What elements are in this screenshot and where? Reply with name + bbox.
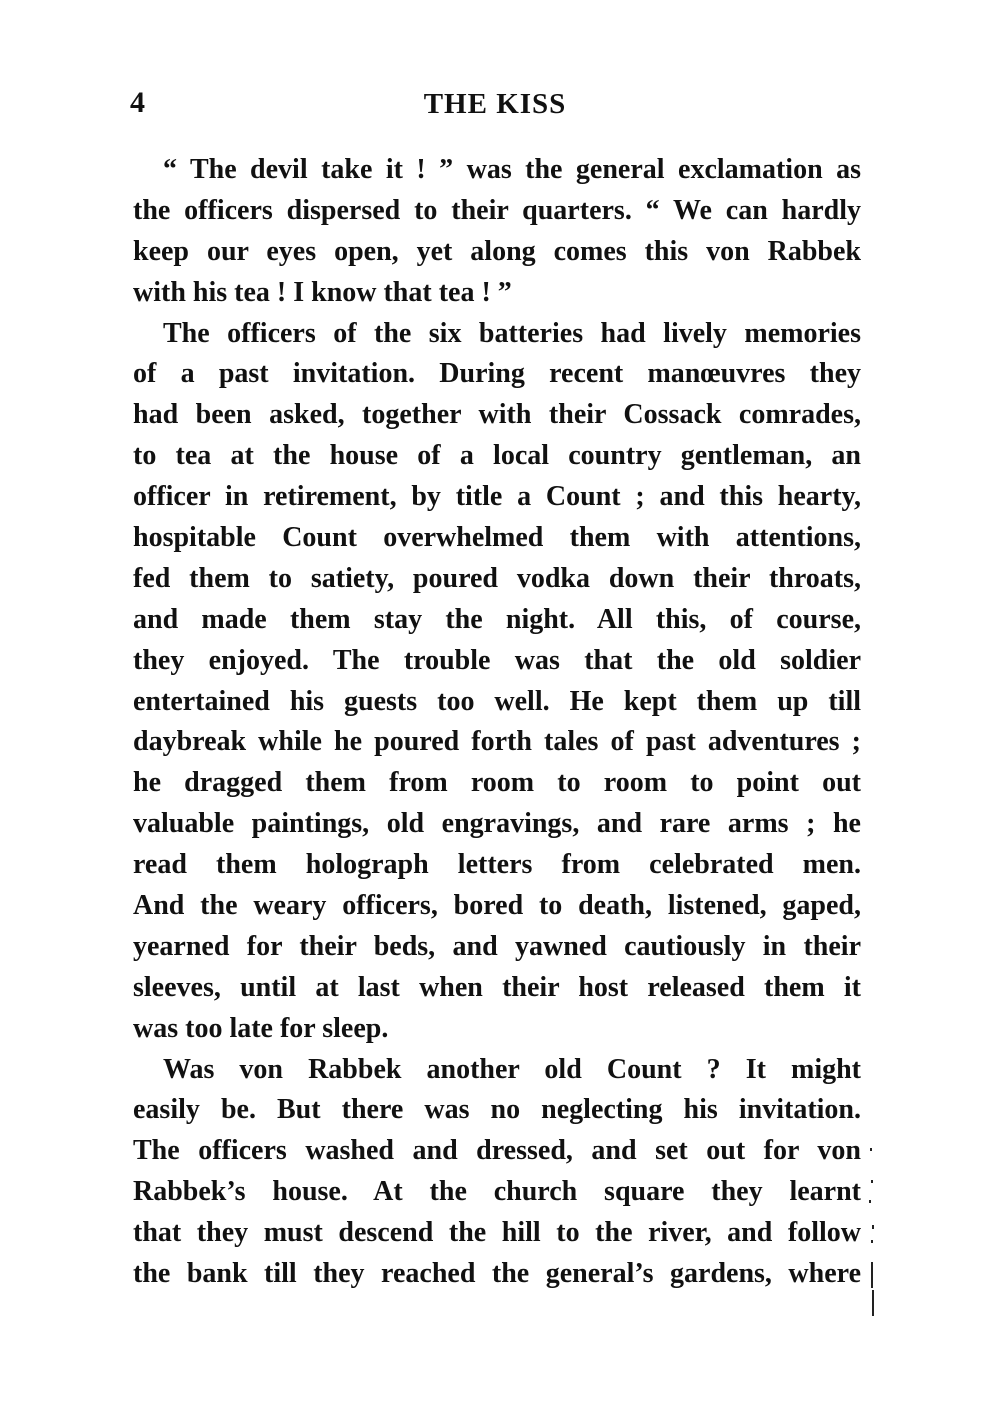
text-line: was too late for sleep. xyxy=(133,1012,389,1044)
text-line: with his tea ! I know that tea ! ” xyxy=(133,276,512,308)
text-line: keep our eyes open, yet along comes this von Rabbek xyxy=(133,235,861,267)
text-line: Was von Rabbek another old Count ? It might xyxy=(163,1053,861,1085)
text-line: he dragged them from room to room to point out xyxy=(133,767,861,799)
text-line: the officers dispersed to their quarters. “ We can hardly xyxy=(133,194,861,226)
text-line: officer in retirement, by title a Count ; and this hearty, xyxy=(133,481,861,513)
text-line: the bank till they reached the general’s gardens, where xyxy=(133,1258,861,1290)
paragraph-1 xyxy=(133,150,861,314)
body-text xyxy=(133,150,861,1295)
text-line: “ The devil take it ! ” was the general exclamation as xyxy=(163,154,861,185)
text-line: The officers of the six batteries had lively memories xyxy=(163,317,861,349)
text-line: read them holograph letters from celebrated men. xyxy=(133,849,861,881)
text-line: easily be. But there was no neglecting his invitation. xyxy=(133,1094,861,1126)
text-line: valuable paintings, old engravings, and rare arms ; he xyxy=(133,808,861,840)
book-title: THE KISS xyxy=(423,88,567,120)
text-line: they enjoyed. The trouble was that the old soldier xyxy=(133,644,861,676)
running-head xyxy=(130,82,860,126)
text-line: entertained his guests too well. He kept them up till xyxy=(133,685,861,717)
paragraph-2 xyxy=(133,314,861,1050)
text-line: yearned for their beds, and yawned cautiously in their xyxy=(133,930,861,962)
text-line: Rabbek’s house. At the church square they learnt xyxy=(133,1176,861,1208)
paragraph-3 xyxy=(133,1050,861,1295)
text-line: fed them to satiety, poured vodka down their throats, xyxy=(133,562,861,594)
text-line: The officers washed and dressed, and set out for von xyxy=(133,1135,861,1167)
text-line: and made them stay the night. All this, of course, xyxy=(133,603,861,635)
text-line: of a past invitation. During recent manœuvres they xyxy=(133,358,861,390)
text-line: that they must descend the hill to the river, and follow xyxy=(133,1217,861,1249)
text-line: hospitable Count overwhelmed them with attentions, xyxy=(133,522,861,554)
text-line: to tea at the house of a local country gentleman, an xyxy=(133,440,861,472)
text-line: And the weary officers, bored to death, listened, gaped, xyxy=(133,890,861,922)
text-line: sleeves, until at last when their host released them it xyxy=(133,971,861,1003)
text-line: daybreak while he poured forth tales of past adventures ; xyxy=(133,726,861,758)
page-number: 4 xyxy=(130,86,145,119)
scan-margin-marks xyxy=(866,1140,878,1320)
text-line: had been asked, together with their Cossack comrades, xyxy=(133,399,861,431)
